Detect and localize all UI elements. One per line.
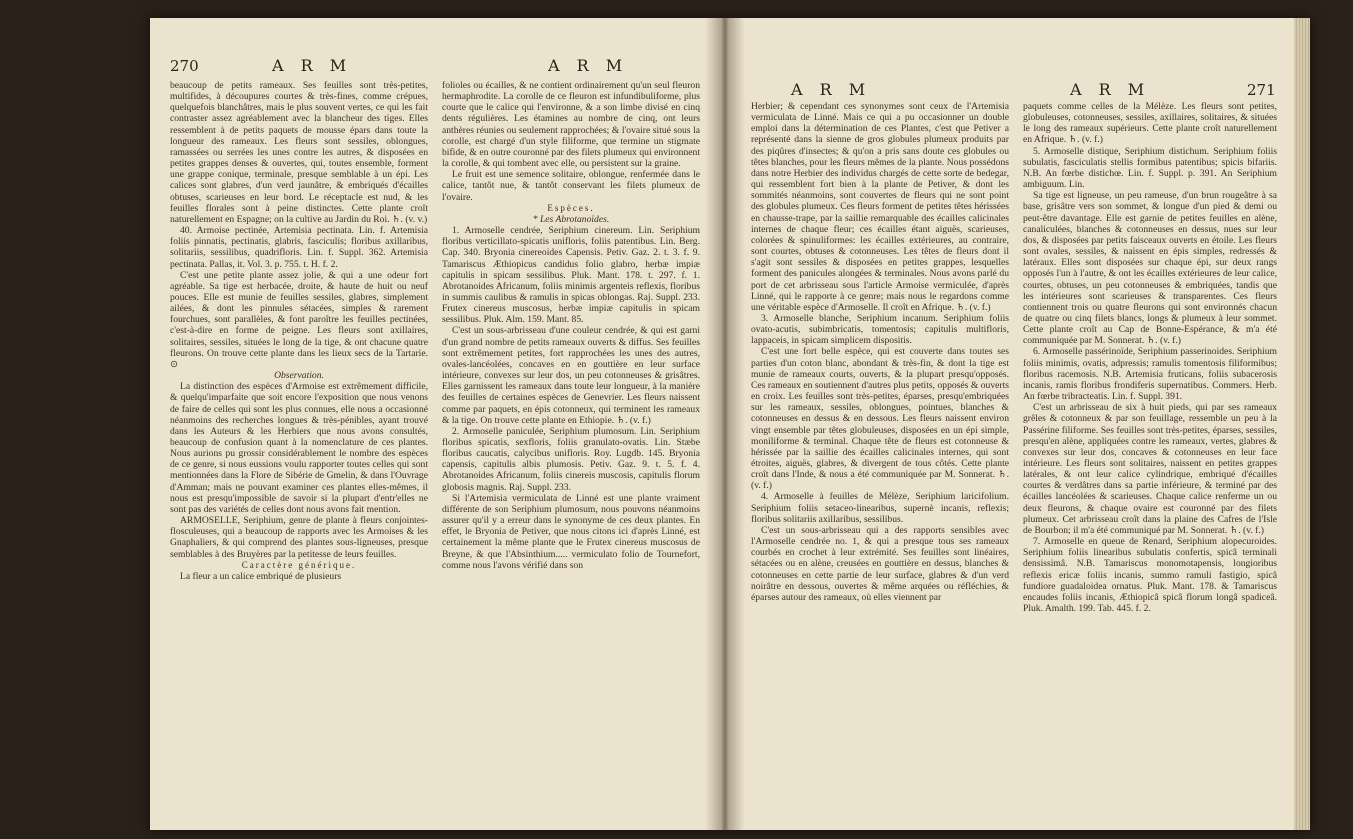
species-entry: 1. Armoselle cendrée, Seriphium cinereum. Lin. Seriphium floribus verticillato-spicatis unifloris, foliis patentibus. Lin. Berg. Cap. 340. Bryonia cinereoides Capensis. Petiv. Gaz. 2. t. 3. f. 9. Tamariscus Æthiopicus candidus folio glabro, herbæ impiæ capitulis in spicam sessilibus. Pluk. Mant. 178. t. 297. f. 1. Abrotanoides Africanum, foliis minimis argenteis reflexis, floribus in summis caulibus & ramulis in spicas oblongas. Raj. Suppl. 233. Frutex cinereus muscosus, herbæ impiæ capitulis in spicam sessilibus. Pluk. Alm. 159. Mant. 85. [442, 225, 700, 326]
left-page-column-1 [170, 80, 428, 820]
paragraph: Si l'Artemisia vermiculata de Linné est une plante vraiment différente de son Seriphium plumosum, nous pouvons néanmoins assurer qu'il y a erreur dans le synonyme de ces deux plantes. En effet, le Bryonia de Petiver, que nous citons ici d'après Linné, est certainement la même plante que le Frutex cinereus muscosus de Breyne, & que l'Absinthium..... vermiculato folio de Tournefort, comme nous l'avons vérifié dans son [442, 492, 700, 571]
species-heading: Espèces. [547, 202, 595, 213]
page-number-right: 271 [1247, 81, 1276, 99]
generic-character-heading: Caractère générique. [241, 559, 357, 570]
paragraph: Herbier; & cependant ces synonymes sont ceux de l'Artemisia vermiculata de Linné. Mais ce qui a pu occasionner un double emploi dans la détermination de ces Plantes, c'est que Petiver a représenté dans la sienne de gros globules plumeux produits par des piqûres d'insectes; & qu'on a pris sans doute ces globules ou têtes blanches, pour les fleurs mêmes de la plante. Nous possédons dans notre Herbier des individus chargés de cette sorte de bedegar, qui ressemblent fort bien à la plante de Petiver, & dont les sommités néanmoins, sont couvertes de fleurs qui ne sont point des globules plumeux. Ces fleurs forment de petites têtes hérissées en chausse-trape, par la saillie remarquable des écailles calicinales internes de chaque fleur; ces écailles étant aiguës, scarieuses, colorées & spinuliformes: les écailles extérieures, au contraire, sont courtes, obtuses & cotonneuses. Les têtes de fleurs dont il s'agit sont sessiles & disposées en petites grappes, lesquelles forment des panicules alongées & terminales. Nous avons parlé du port de cet arbrisseau sous l'article Armoise vermiculée, d'après Linné, qui le rapporte à ce genre; mais nous le regardons comme une véritable espèce d'Armoselle. Il croît en Afrique. ♄. (v. f.) [751, 101, 1009, 313]
left-page [150, 18, 722, 830]
running-header-right-col1: A R M [791, 80, 872, 99]
paragraph: La distinction des espèces d'Armoise est extrêmement difficile, & quelqu'imparfaite que soit encore l'exposition que nous venons de faire de celles qui sont les plus connues, elle nous a occasionné néanmoins des recherches longues & très-pénibles, ayant trouvé dans les Auteurs & les Herbiers que nous avons consultés, beaucoup de confusion quant à la nomenclature de ces plantes. Nous aurions pu grossir considérablement le nombre des espèces de ce genre, si nous eussions voulu rapporter toutes celles qui sont mentionnées dans la Flore de Sibérie de Gmelin, & dans l'Ouvrage d'Amman; mais ne pouvant examiner ces plantes elles-mêmes, il nous est presqu'impossible de savoir si la plupart d'entr'elles ne sont pas des variétés de celles dont nous avons fait mention. [170, 381, 428, 515]
paragraph: C'est un sous-arbrisseau qui a des rapports sensibles avec l'Armoselle cendrée no. 1, & qui a presque tous ses rameaux courbés en crochet à leur extrémité. Ses feuilles sont linéaires, sétacées ou en alène, creusées en gouttière en dessus, blanches & cotonneuses en cette partie de leur surface, glabres & d'un verd noirâtre en dessous, ouvertes & même arquées ou réfléchies, & éparses autour des rameaux, où elles viennent par [751, 524, 1009, 603]
running-header-left-col2: A R M [548, 56, 629, 75]
paragraph: Sa tige est ligneuse, un peu rameuse, d'un brun rougeâtre à sa base, grisâtre vers son sommet, & longue d'un pied & demi ou peut-être davantage. Elle est garnie de petites feuilles en alène, canaliculées, blanches & cotonneuses en dessus, nues sur leur dos, & disposées par petits faisceaux ouverts en étoile. Les fleurs sont ovales, sessiles, & naissent en épis simples, redressés & latéraux. Elles sont disposées sur chaque épi, sur deux rangs opposés l'un à l'autre, & ont les écailles extérieures de leur calice, courtes, obtuses, un peu cotonneuses & embriquées, tandis que les intérieures sont scarieuses & transparentes. Ces fleurs contiennent trois ou quatre fleurons qui sont environnés chacun de quatre ou cinq filets blancs, longs & plumeux à leur sommet. Cette plante croît au Cap de Bonne-Espérance, & m'a été communiquée par M. Sonnerat. ♄. (v. f.) [1023, 190, 1277, 347]
page-edges-right [1294, 18, 1310, 830]
right-page [727, 18, 1307, 830]
open-book [150, 18, 1310, 830]
species-entry: 5. Armoselle distique, Seriphium distichum. Seriphium foliis subulatis, fasciculatis stellis formibus patentibus; spicis bifariis. N.B. An fœrbe distichœ. Lin. f. Suppl. p. 391. An Seriphium ambiguum. Lin. [1023, 145, 1277, 191]
paragraph: folioles ou écailles, & ne contient ordinairement qu'un seul fleuron hermaphrodite. La corolle de ce fleuron est infundibuliforme, plus courte que le calice qui l'environne, & a son limbe divisé en cinq dents régulières. Les étamines au nombre de cinq, ont leurs anthères réunies ou seulement rapprochées; & l'ovaire situé sous la corolle, est chargé d'un style filiforme, que termine un stigmate bifide, & en outre couronné par des filets plumeux qui environnent la corolle, & qui tombent avec elle, ou persistent sur la graine. [442, 80, 700, 170]
paragraph: beaucoup de petits rameaux. Ses feuilles sont très-petites, multifides, à découpures courtes & très-fines, comme crépues, quelquefois blanchâtres, mais le plus souvent vertes, ce qui les fait contraster assez agréablement avec la blancheur des tiges. Elles ressemblent à de petits paquets de mousse épars dans toute la longueur des rameaux. Les fleurs sont sessiles, oblongues, ramassées ou serrées les unes contre les autres, & disposées en petites grappes denses & ouvertes, qui, toutes ensemble, forment une grappe conique, terminale, presque semblable à un épi. Les calices sont glabres, d'un verd jaunâtre, & embriqués d'écailles obtuses, scarieuses en leur bord. Le réceptacle est nud, & les feuilles florales sont à peine distinctes. Cette plante croît naturellement en Espagne; on la cultive au Jardin du Roi. ♄. (v. v.) [170, 80, 428, 225]
observation-heading: Observation. [274, 370, 324, 382]
species-entry: 2. Armoselle paniculée, Seriphium plumosum. Lin. Seriphium floribus spicatis, sexfloris, foliis granulato-ovatis. Lin. Stæbe floribus caucatis, calycibus unifloris. Roy. Lugdb. 145. Bryonia capensis, capitulis albis plumosis. Petiv. Gaz. 9. t. 5. f. 4. Abrotanoides Africanum, foliis cinereis muscosis, capitulis florum globosis magnis. Raj. Suppl. 233. [442, 425, 700, 493]
species-entry: 6. Armoselle passérinoïde, Seriphium passerinoides. Seriphium foliis minimis, ovatis, adpressis; ramulis tomentosis filiformibus; floribus racemosis. N.B. Artemisia fruticans, foliis subacerosis incanis, ramis floribus frondiferis supernatibus. Commers. Herb. An fœrbe tribracteatis. Lin. f. Suppl. 391. [1023, 346, 1277, 403]
section-heading: * Les Abrotanoïdes. [532, 213, 610, 225]
species-entry: 4. Armoselle à feuilles de Mélèze, Seriphium laricifolium. Seriphium foliis setaceo-linearibus, supernè incanis, reflexis; floribus solitariis axillaribus, sessilibus. [751, 491, 1009, 525]
species-entry: 3. Armoselle blanche, Seriphium incanum. Seriphium foliis ovato-acutis, subimbricatis, tomentosis; capitulis multifloris, lappaceis, in spicam simplicem dispositis. [751, 312, 1009, 347]
right-page-column-1 [751, 101, 1009, 821]
paragraph: C'est une fort belle espèce, qui est couverte dans toutes ses parties d'un coton blanc, abondant & très-fin, & dont la tige est munie de rameaux courts, ouverts, & la plupart presqu'opposés. Ces rameaux en soutiennent d'autres plus petits, opposés & ouverts en croix. Les feuilles sont très-petites, éparses, presqu'embriquées sur les rameaux, sessiles, oblongues, pointues, blanches & cotonneuses en dessus & en dessous. Les fleurs naissent environ vingt ensemble par têtes globuleuses, disposées en un épi simple, moniliforme & terminal. Chaque tête de fleurs est cotonneuse & hérissée par la saillie des écailles calicinales internes, qui sont étroites, aiguës, glabres, & divergent de tous côtés. Cette plante croît dans l'Inde, & nous a été communiquée par M. Sonnerat. ♄. (v. f.) [751, 346, 1009, 492]
paragraph: paquets comme celles de la Mélèze. Les fleurs sont petites, globuleuses, cotonneuses, sessiles, axillaires, solitaires, & situées le long des rameaux supérieurs. Cette plante croît naturellement en Afrique. ♄. (v. f.) [1023, 101, 1277, 146]
paragraph: 40. Armoise pectinée, Artemisia pectinata. Lin. f. Artemisia foliis pinnatis, pectinatis, glabris, fasciculis; floribus axillaribus, solitariis, sessilibus, quadrifloris. Lin. f. Suppl. 362. Artemisia pectinata. Pallas, it. Vol. 3. p. 755. t. H. f. 2. [170, 225, 428, 270]
right-page-column-2 [1023, 101, 1277, 821]
paragraph: C'est une petite plante assez jolie, & qui a une odeur fort agréable. Sa tige est herbacée, droite, & haute de huit ou neuf pouces. Elle est munie de feuilles sessiles, glabres, simplement ailées, & dont les pinnules sétacées, simples & rarement fourchues, sont parallèles, & font paroître les feuilles pectinées, c'est-à-dire en forme de peigne. Les fleurs sont axillaires, solitaires, sessiles, situées le long de la tige, & ont chacune quatre fleurons. On trouve cette plante dans les lieux secs de la Tartarie. ⊙ [170, 269, 428, 370]
left-page-column-2 [442, 80, 700, 820]
genus-entry: ARMOSELLE, Seriphium, genre de plante à fleurs conjointes-flosculeuses, qui a beaucoup de rapports avec les Armoises & les Gnaphaliers, & qui comprend des plantes sous-ligneuses, presque semblables à des Bruyères par la petitesse de leurs feuilles. [170, 515, 428, 560]
paragraph: C'est un sous-arbrisseau d'une couleur cendrée, & qui est garni d'un grand nombre de petits rameaux ouverts & diffus. Ses feuilles sont extrêmement petites, fort rapprochées les unes des autres, ovales-lancéolées, concaves en en gouttière en leur surface intérieure, convexes sur leur dos, un peu cotonneuses & grisâtres. Elles garnissent les rameaux dans toute leur longueur, à la manière des feuilles de certaines espèces de Genevrier. Les fleurs naissent comme par paquets, en épis cotonneux, qui terminent les rameaux & la tige. On trouve cette plante en Ethiopie. ♄. (v. f.) [442, 325, 700, 426]
paragraph: C'est un arbrisseau de six à huit pieds, qui par ses rameaux grêles & cotonneux & par son feuillage, ressemble un peu à la Passérine filiforme. Ses feuilles sont très-petites, éparses, sessiles, presqu'en alène, appliquées contre les rameaux, vertes, glabres & convexes sur leur dos, concaves & cotonneuses en leur face intérieure. Les fleurs sont solitaires, naissent en petites grappes latérales, & ont leur calice cylindrique, embriqué d'écailles courtes & verdâtres dans sa partie inférieure, & terminé par des écailles lancéolées & scarieuses. Chaque calice renferme un ou deux fleurons, & chaque ovaire est couronné par des filets plumeux. Cet arbrisseau croît dans la plaine des Cafres de l'Isle de Bourbon; il m'a été communiqué par M. Sonnerat. ♄. (v. f.) [1023, 402, 1277, 536]
book-gutter [705, 18, 745, 830]
running-header-left-col1: A R M [272, 56, 353, 75]
paragraph: La fleur a un calice embriqué de plusieurs [180, 570, 342, 582]
running-header-right-col2: A R M [1070, 80, 1151, 99]
page-number-left: 270 [170, 57, 199, 75]
species-entry: 7. Armoselle en queue de Renard, Seriphium alopecuroides. Seriphium foliis linearibus subulatis confertis, spicâ terminali densissimâ. N.B. Tamariscus monomotapensis, longioribus reflexis ericæ foliis incanis, summo ramuli fastigio, spicâ fundiore guadaloidea ornatus. Pluk. Mant. 178. & Tamariscus encaudes foliis incanis, Æthiopicâ spicâ florum longâ spadiceâ. Pluk. Amalth. 199. Tab. 445. f. 2. [1023, 536, 1277, 615]
paragraph: Le fruit est une semence solitaire, oblongue, renfermée dans le calice, tantôt nue, & tantôt conservant les filets plumeux de l'ovaire. [442, 169, 700, 203]
